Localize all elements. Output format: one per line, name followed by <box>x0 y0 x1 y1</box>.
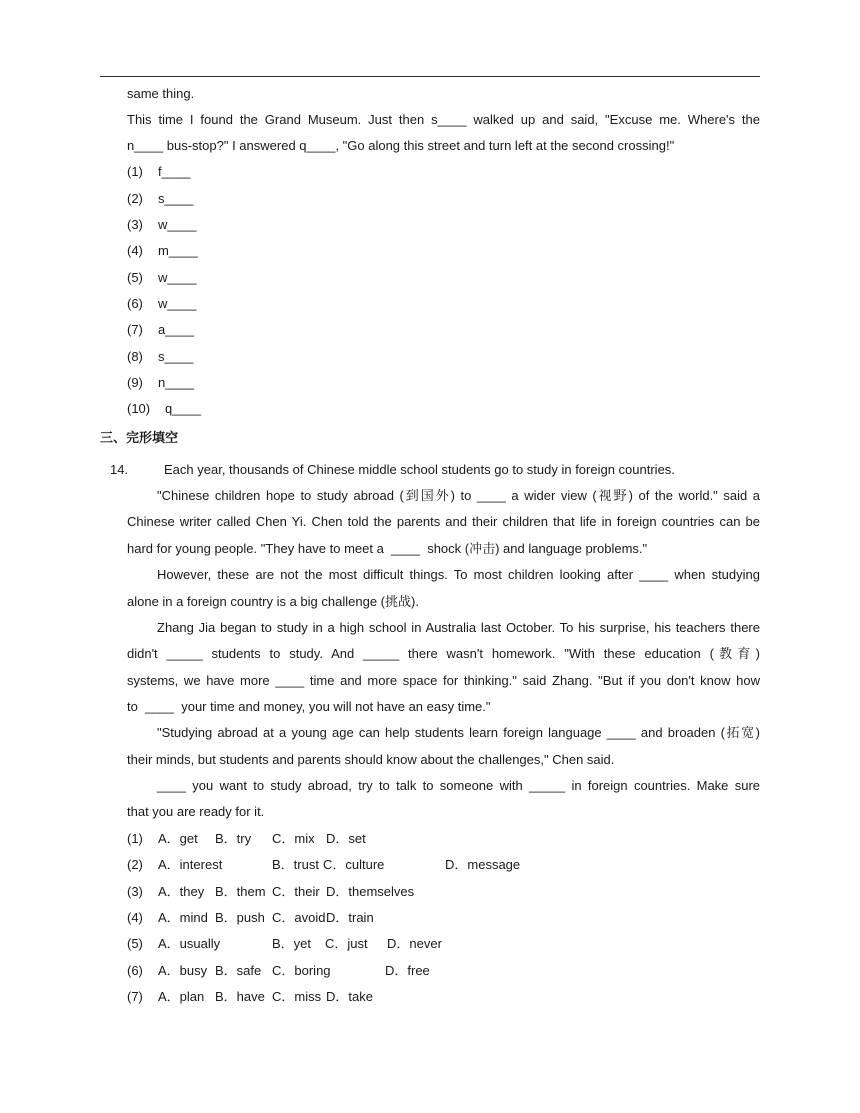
answer-number: (7) <box>127 322 143 337</box>
option-c[interactable]: C．just <box>325 936 368 951</box>
option-a[interactable]: A．interest <box>158 857 223 872</box>
passage-line: that you are ready for it. <box>127 804 265 819</box>
answer-number: (6) <box>127 296 143 311</box>
passage-line: n____ bus-stop?" I answered q____, "Go along this street and turn left at the second crossing!" <box>127 138 675 153</box>
passage-line: alone in a foreign country is a big challenge (挑战). <box>127 594 419 609</box>
answer-number: (2) <box>127 191 143 206</box>
header-rule <box>100 76 760 77</box>
answer-number: (8) <box>127 349 143 364</box>
answer-number: (1) <box>127 164 143 179</box>
passage-line: "Chinese children hope to study abroad (到国外) to ____ a wider view (视野) of the world." said a <box>157 488 760 503</box>
option-c[interactable]: C．their <box>272 884 320 899</box>
option-number: (3) <box>127 884 143 899</box>
option-b[interactable]: B．yet <box>272 936 312 951</box>
option-number: (1) <box>127 831 143 846</box>
answer-blank[interactable]: w____ <box>158 217 197 232</box>
option-number: (6) <box>127 963 143 978</box>
answer-blank[interactable]: n____ <box>158 375 195 390</box>
answer-blank[interactable]: s____ <box>158 191 194 206</box>
answer-blank[interactable]: f____ <box>158 164 191 179</box>
option-number: (2) <box>127 857 143 872</box>
option-number: (5) <box>127 936 143 951</box>
option-number: (7) <box>127 989 143 1004</box>
option-number: (4) <box>127 910 143 925</box>
option-a[interactable]: A．plan <box>158 989 205 1004</box>
passage-line: systems, we have more ____ time and more space for thinking." said Zhang. "But if you don't know how <box>127 673 760 688</box>
passage-line: their minds, but students and parents should know about the challenges," Chen said. <box>127 752 615 767</box>
passage-line: However, these are not the most difficult things. To most children looking after ____ when studying <box>157 567 760 582</box>
option-c[interactable]: C．mix <box>272 831 315 846</box>
option-b[interactable]: B．try <box>215 831 252 846</box>
option-d[interactable]: D．train <box>326 910 374 925</box>
option-b[interactable]: B．push <box>215 910 265 925</box>
answer-blank[interactable]: w____ <box>158 296 197 311</box>
question-number: 14. <box>110 462 129 477</box>
passage-line: Zhang Jia began to study in a high school in Australia last October. To his surprise, his teachers there <box>157 620 760 635</box>
option-d[interactable]: D．free <box>385 963 430 978</box>
answer-number: (3) <box>127 217 143 232</box>
option-a[interactable]: A．mind <box>158 910 208 925</box>
answer-blank[interactable]: w____ <box>158 270 197 285</box>
answer-number: (10) <box>127 401 151 416</box>
option-d[interactable]: D．take <box>326 989 373 1004</box>
option-d[interactable]: D．themselves <box>326 884 415 899</box>
answer-number: (9) <box>127 375 143 390</box>
option-b[interactable]: B．them <box>215 884 266 899</box>
answer-blank[interactable]: s____ <box>158 349 194 364</box>
option-b[interactable]: B．have <box>215 989 265 1004</box>
option-a[interactable]: A．they <box>158 884 205 899</box>
passage-line: same thing. <box>127 86 195 101</box>
answer-blank[interactable]: q____ <box>165 401 202 416</box>
passage-line: Chinese writer called Chen Yi. Chen told the parents and their children that life in foreign countries can be <box>127 514 760 529</box>
option-c[interactable]: C．boring <box>272 963 331 978</box>
option-a[interactable]: A．get <box>158 831 198 846</box>
option-d[interactable]: D．set <box>326 831 366 846</box>
passage-line: didn't _____ students to study. And _____ there wasn't homework. "With these education (教育) <box>127 646 760 661</box>
option-a[interactable]: A．usually <box>158 936 221 951</box>
option-d[interactable]: D．never <box>387 936 442 951</box>
option-c[interactable]: C．avoid <box>272 910 326 925</box>
answer-number: (4) <box>127 243 143 258</box>
option-a[interactable]: A．busy <box>158 963 208 978</box>
passage-line: "Studying abroad at a young age can help students learn foreign language ____ and broaden (拓宽) <box>157 725 760 740</box>
section-heading: 三、完形填空 <box>100 431 179 446</box>
answer-blank[interactable]: m____ <box>158 243 198 258</box>
option-b[interactable]: B．safe <box>215 963 262 978</box>
passage-line: Each year, thousands of Chinese middle school students go to study in foreign countries. <box>164 462 675 477</box>
passage-line: ____ you want to study abroad, try to talk to someone with _____ in foreign countries. Make sure <box>157 778 760 793</box>
option-d[interactable]: D．message <box>445 857 521 872</box>
passage-line: to ____ your time and money, you will not have an easy time." <box>127 699 491 714</box>
option-c[interactable]: C．culture <box>323 857 385 872</box>
passage-line: hard for young people. "They have to meet a ____ shock (冲击) and language problems." <box>127 541 648 556</box>
answer-number: (5) <box>127 270 143 285</box>
option-b[interactable]: B．trust <box>272 857 319 872</box>
option-c[interactable]: C．miss <box>272 989 322 1004</box>
passage-line: This time I found the Grand Museum. Just then s____ walked up and said, "Excuse me. Where's the <box>127 112 760 127</box>
answer-blank[interactable]: a____ <box>158 322 195 337</box>
